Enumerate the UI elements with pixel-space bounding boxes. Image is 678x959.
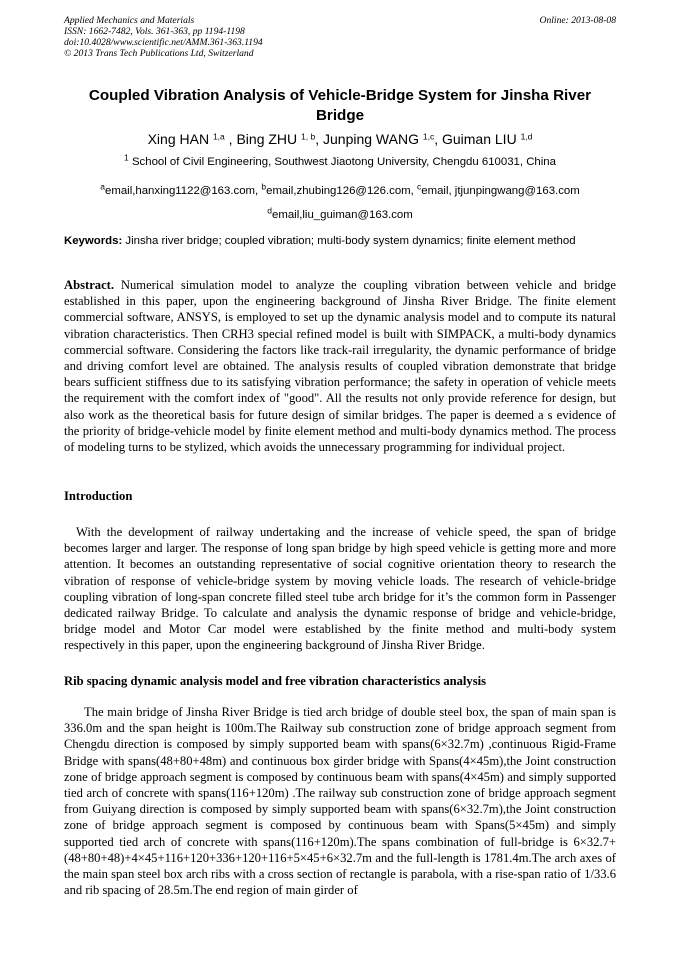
online-date: Online: 2013-08-08	[539, 15, 616, 26]
email-mark: a	[100, 181, 105, 192]
email-address: email,zhubing126@126.com,	[266, 185, 414, 197]
copyright-line: © 2013 Trans Tech Publications Ltd, Switzerland	[64, 48, 254, 59]
doi-line: doi:10.4028/www.scientific.net/AMM.361-363.1194	[64, 37, 263, 48]
rib-section-paragraph: The main bridge of Jinsha River Bridge is tied arch bridge of double steel box, the span of main span is 336.0m and the span height is 100m.The Railway sub construction zone of bridge approach segment from Chengdu direction is composed by simply supported beam with spans(6×32.7m) ,continuous Rigid-Frame Bridge with spans(48+80+48m) and continuous box girder bridge with Spans(4×45m),the Joint construction zone of bridge approach segment is composed by continuous beam with spans(4×45m) and simply supported tied arch of concrete with spans(116+120m) .The railway sub construction zone of bridge approach segment from Guiyang direction is composed by simply supported beam with spans(6×32.7m),the Joint construction zone of bridge approach segment is composed by continuous beam with Spans(5×45m) and simply supported tied arch of concrete with spans(116+120m).The spans combination of full-bridge is 6×32.7+(48+80+48)+4×45+116+120+336+120+116+5×45+6×32.7m and the full-length is 1781.4m.The arch axes of the main span steel box arch ribs with a cross section of rectangle is parabola, with a rise-span ratio of 1/33.6 and rib spacing of 28.5m.The end region of main girder of	[64, 705, 616, 898]
issn-line: ISSN: 1662-7482, Vols. 361-363, pp 1194-1198	[64, 26, 245, 37]
email-address: email, jtjunpingwang@163.com	[421, 185, 580, 197]
author-affil-mark: 1,a	[212, 131, 225, 142]
paper-title: Coupled Vibration Analysis of Vehicle-Bridge System for Jinsha River Bridge	[88, 87, 592, 124]
author-emails	[64, 179, 616, 227]
author-name: Junping WANG	[323, 131, 419, 147]
email-mark: d	[267, 205, 272, 216]
abstract	[64, 277, 616, 455]
email-address: email,hanxing1122@163.com,	[105, 185, 259, 197]
rib-section-heading: Rib spacing dynamic analysis model and free vibration characteristics analysis	[64, 674, 487, 688]
affiliation-text: School of Civil Engineering, Southwest Jiaotong University, Chengdu 610031, China	[131, 156, 556, 168]
introduction-heading: Introduction	[64, 489, 133, 503]
keywords-label: Keywords:	[64, 235, 123, 247]
email-mark: c	[417, 181, 422, 192]
affiliation	[64, 152, 616, 170]
abstract-label: Abstract.	[64, 278, 115, 292]
author-name: Bing ZHU	[236, 131, 298, 147]
author-name: Xing HAN	[147, 131, 210, 147]
keywords	[64, 234, 616, 249]
introduction-paragraph: With the development of railway undertaking and the increase of vehicle speed, the span of bridge becomes larger and larger. The response of long span bridge by high speed vehicle is getting more and more attention. It becomes an outstanding representative of social cognitive orientation theory to research the vibration of response of vehicle-bridge system by moving vehicle loads. The research of vehicle-bridge coupling vibration of long-span concrete filled steel tube arch bridge for it’s the common form in Passenger dedicated railway Bridge. To calculate and analysis the dynamic response of bridge and vehicle-bridge, bridge model and Motor Car model were established by the finite method and multi-body system respectively in this paper, upon the engineering background of Jinsha River Bridge.	[64, 525, 616, 653]
journal-name: Applied Mechanics and Materials	[64, 15, 195, 26]
email-address: email,liu_guiman@163.com	[272, 209, 413, 221]
author-list: Xing HAN $^{1,a}$ , Bing ZHU $^{1, b}$, Junping WANG $^{1,c}$, Guiman LIU $^{1,d}$	[147, 131, 533, 147]
journal-header	[64, 15, 616, 59]
author-affil-mark: 1,d	[520, 131, 533, 142]
affiliation-mark: 1	[124, 152, 129, 163]
keywords-text: Jinsha river bridge; coupled vibration; multi-body system dynamics; finite element method	[125, 235, 576, 247]
author-name: Guiman LIU	[441, 131, 517, 147]
author-affil-mark: 1, b	[301, 131, 316, 142]
abstract-text: Numerical simulation model to analyze the coupling vibration between vehicle and bridge established in this paper, upon the engineering background of Jinsha River Bridge. The finite element commercial software, ANSYS, is employed to set up the dynamic analysis model and to compute its natural vibration characteristics. Then CRH3 special refined model is built with SIMPACK, a multi-body dynamics commercial software. Considering the factors like track-rail irregularity, the dynamic performance of bridge and driving comfort level are obtained. The analysis results of coupled vibration demonstrate that bridge bears sufficient stiffness due to its satisfying vibration performance; the safety in operation of vehicle meets the requirement with the comfort index of "good". All the results not only provide reference for design, but also work as the theoretical basis for future design of similar bridges. The paper is deemed a s evidence of the priority of bridge-vehicle model by finite element method and multi-body dynamics method. The process of modeling turns to be stylized, which avoids the unnecessary programming for individual project.	[64, 278, 617, 455]
author-affil-mark: 1,c	[422, 131, 435, 142]
email-mark: b	[261, 181, 267, 192]
